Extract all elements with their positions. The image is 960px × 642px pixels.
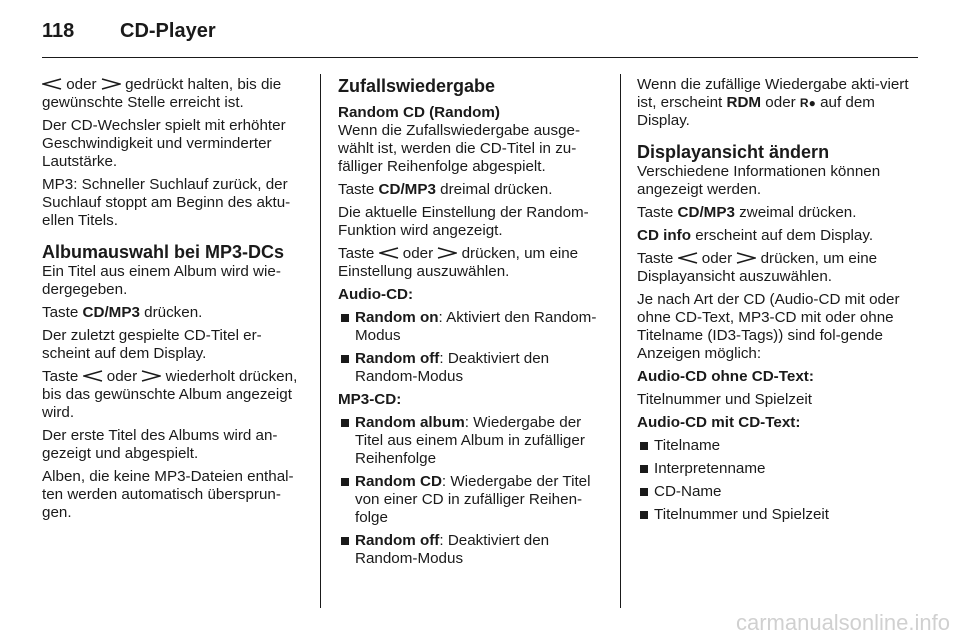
display-options-list (637, 437, 909, 524)
list-item: Random on: Aktiviert den Random-Modus (338, 309, 604, 345)
col1-paragraph-6: Der zuletzt gespielte CD-Titel er-scheint auf dem Display. (42, 327, 262, 362)
list-item: Random CD: Wiedergabe der Titel von einer CD in zufälliger Reihen-folge (338, 473, 604, 527)
arrow-right-icon (141, 370, 161, 382)
heading-album-selection: Albumauswahl bei MP3-DCs (42, 242, 285, 262)
column-2 (338, 76, 604, 573)
column-divider-1 (320, 74, 321, 608)
page-title: CD-Player (120, 20, 216, 42)
col1-paragraph-1: oder gedrückt halten, bis die gewünschte Stelle erreicht ist. (42, 76, 282, 111)
bullet-square-icon (640, 488, 648, 496)
list-item: Random off: Deaktiviert den Random-Modus (338, 350, 604, 386)
col1-paragraph-9: Alben, die keine MP3-Dateien enthal-ten werden automatisch übersprun-gen. (42, 468, 294, 521)
col3-paragraph-7: Titelnummer und Spielzeit (637, 391, 813, 408)
bullet-square-icon (640, 442, 648, 450)
arrow-left-icon (42, 78, 62, 90)
arrow-left-icon (678, 252, 698, 264)
col1-paragraph-4: Ein Titel aus einem Album wird wie-dergegeben. (42, 263, 281, 298)
arrow-right-icon (736, 252, 756, 264)
column-3 (637, 76, 909, 529)
list-item: Random off: Deaktiviert den Random-Modus (338, 532, 604, 568)
key-cd-mp3: CD/MP3 (677, 204, 735, 221)
col1-paragraph-8: Der erste Titel des Albums wird an-gezeigt und abgespielt. (42, 427, 278, 462)
col3-paragraph-2: Verschiedene Informationen können angezeigt werden. (637, 163, 881, 198)
col2-paragraph-1: Wenn die Zufallswiedergabe ausge-wählt ist, werden die CD-Titel in zu-fälliger Reihenfolge abgespielt. (338, 122, 581, 175)
mp3-cd-options (338, 414, 604, 568)
column-1 (42, 76, 306, 527)
subheading-random-cd: Random CD (Random) (338, 104, 500, 121)
col1-paragraph-7: Taste oder wiederholt drücken, bis das gewünschte Album angezeigt wird. (42, 368, 298, 421)
list-item: Interpretenname (637, 460, 909, 478)
bullet-square-icon (341, 355, 349, 363)
list-item: CD-Name (637, 483, 909, 501)
rdm-label: RDM (726, 94, 762, 111)
heading-random-playback: Zufallswiedergabe (338, 76, 496, 96)
col3-paragraph-4: CD info erscheint auf dem Display. (637, 227, 874, 244)
heading-display-view: Displayansicht ändern (637, 142, 830, 162)
bullet-square-icon (341, 314, 349, 322)
col3-paragraph-6: Je nach Art der CD (Audio-CD mit oder ohne CD-Text, MP3-CD mit oder ohne Titelname (ID3-Tags)) sind fol-gende Anzeigen möglich: (637, 291, 900, 362)
page-number: 118 (42, 20, 75, 42)
col3-paragraph-1: Wenn die zufällige Wiedergabe akti-viert ist, erscheint RDM oder R● auf dem Display. (637, 76, 909, 129)
arrow-left-icon (379, 247, 399, 259)
watermark: carmanualsonline.info (735, 610, 950, 635)
list-item: Random album: Wiedergabe der Titel aus einem Album in zufälliger Reihenfolge (338, 414, 604, 468)
bullet-square-icon (341, 537, 349, 545)
col2-paragraph-4: Taste oder drücken, um eine Einstellung auszuwählen. (338, 245, 579, 280)
arrow-right-icon (101, 78, 121, 90)
arrow-right-icon (437, 247, 457, 259)
col3-paragraph-5: Taste oder drücken, um eine Displayansicht auszuwählen. (637, 250, 878, 285)
label-audio-cd-no-text: Audio-CD ohne CD-Text: (637, 368, 814, 385)
col2-paragraph-2: Taste CD/MP3 dreimal drücken. (338, 181, 553, 198)
col2-paragraph-3: Die aktuelle Einstellung der Random-Funktion wird angezeigt. (338, 204, 589, 239)
col1-paragraph-5: Taste CD/MP3 drücken. (42, 304, 203, 321)
page-header (42, 20, 216, 43)
arrow-left-icon (83, 370, 103, 382)
list-item: Titelnummer und Spielzeit (637, 506, 909, 524)
audio-cd-options (338, 309, 604, 386)
random-symbol-icon: R● (799, 96, 816, 110)
col3-paragraph-3: Taste CD/MP3 zweimal drücken. (637, 204, 857, 221)
bullet-square-icon (640, 465, 648, 473)
label-audio-cd-with-text: Audio-CD mit CD-Text: (637, 414, 801, 431)
bullet-square-icon (640, 511, 648, 519)
column-divider-2 (620, 74, 621, 608)
col1-paragraph-2: Der CD-Wechsler spielt mit erhöhter Geschwindigkeit und verminderter Lautstärke. (42, 117, 286, 170)
header-rule (42, 57, 918, 58)
label-mp3-cd: MP3-CD: (338, 391, 402, 408)
key-cd-mp3: CD/MP3 (378, 181, 436, 198)
list-item: Titelname (637, 437, 909, 455)
key-cd-mp3: CD/MP3 (82, 304, 140, 321)
bullet-square-icon (341, 419, 349, 427)
label-audio-cd: Audio-CD: (338, 286, 414, 303)
col1-paragraph-3: MP3: Schneller Suchlauf zurück, der Suchlauf stoppt am Beginn des aktu-ellen Titels. (42, 176, 291, 229)
bullet-square-icon (341, 478, 349, 486)
cd-info-label: CD info (637, 227, 691, 244)
